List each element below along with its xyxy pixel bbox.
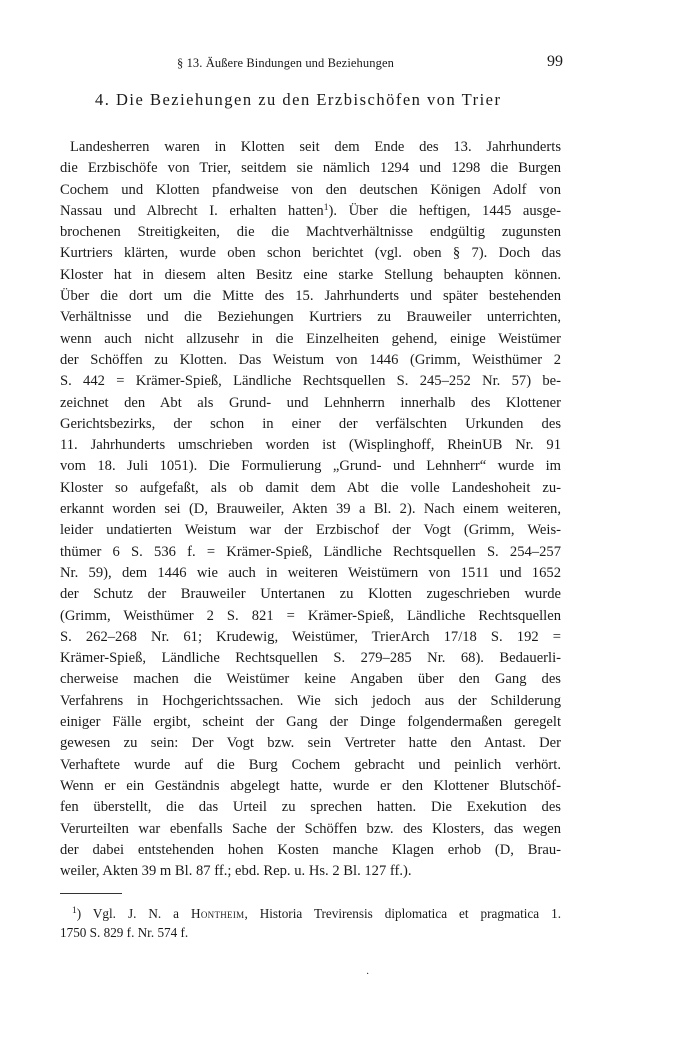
text-line: Nr. 59), dem 1446 wie auch in weiteren Weistümern von 1511 und 1652 (60, 564, 561, 581)
text-line: Verurteilten war ebenfalls Sache der Schöffen bzw. des Klosters, das wegen (60, 820, 561, 837)
footnote-rest: , Historia Trevirensis diplomatica et pragmatica 1. (244, 906, 561, 921)
text-line: S. 442 = Krämer-Spieß, Ländliche Rechtsquellen S. 245–252 Nr. 57) be- (60, 373, 561, 390)
page-number: 99 (547, 53, 563, 70)
text-line: Kloster hat in diesem alten Besitz eine starke Stellung behaupten können. (60, 266, 561, 283)
text-line: der Schutz der Brauweiler Untertanen zu Klotten zugeschrieben wurde (60, 586, 561, 603)
footnote-lead: ) Vgl. J. N. a (76, 906, 192, 921)
text-line-end: ). Über die heftigen, 1445 ausge- (328, 202, 561, 219)
text-line: S. 262–268 Nr. 61; Krudewig, Weistümer, TrierArch 17/18 S. 192 = (60, 628, 561, 645)
footnote-divider (60, 893, 122, 894)
text-line: die Erzbischöfe von Trier, seitdem sie nämlich 1294 und 1298 die Burgen (60, 160, 561, 177)
text-line: fen überstellt, die das Urteil zu sprechen hatten. Die Exekution des (60, 799, 561, 816)
section-heading: 4. Die Beziehungen zu den Erzbischöfen von Trier (95, 90, 502, 109)
text-line: der Schöffen zu Klotten. Das Weistum von 1446 (Grimm, Weisthümer 2 (60, 351, 561, 368)
footnotes (60, 904, 561, 942)
page-mark: · (366, 969, 370, 980)
running-title: § 13. Äußere Bindungen und Beziehungen (177, 56, 394, 70)
text-line: brochenen Streitigkeiten, die die Machtverhältnisse endgültig zugunsten (60, 224, 561, 241)
footnote-reference: 1 (323, 202, 329, 213)
text-line: Gerichtsbezirks, der schon in einer der verfälschten Urkunden des (60, 415, 561, 432)
running-head (0, 53, 700, 76)
text-line: 11. Jahrhunderts umschrieben worden ist (Wisplinghoff, RheinUB Nr. 91 (60, 437, 561, 454)
footnote-line: 1750 S. 829 f. Nr. 574 f. (60, 925, 189, 940)
text-line: Verfahrens in Hochgerichtssachen. Wie sich jedoch aus der Schilderung (60, 692, 561, 709)
text-line: cherweise machen die Weistümer keine Angaben über den Gang des (60, 671, 561, 688)
text-line: Wenn er ein Geständnis abgelegt hatte, wurde er den Klottener Blutschöf- (60, 777, 561, 794)
text-line: gewesen zu sein: Der Vogt bzw. sein Vertreter hatte den Antast. Der (60, 735, 561, 752)
text-line: Landesherren waren in Klotten seit dem Ende des 13. Jahrhunderts (70, 139, 561, 155)
text-line: Kloster so aufgefaßt, als ob damit dem Abt die volle Landeshoheit zu- (60, 479, 561, 496)
text-line: Verhältnisse und die Beziehungen Kurtriers zu Brauweiler unterrichten, (60, 309, 561, 326)
text-line: Cochem und Klotten pfandweise von den deutschen Königen Adolf von (60, 181, 561, 198)
text-line: Über die dort um die Mitte des 15. Jahrhunderts und später bestehenden (60, 288, 561, 305)
text-line: vom 18. Juli 1051). Die Formulierung „Grund- und Lehnherr“ wurde im (60, 458, 561, 475)
text-line: thümer 6 S. 536 f. = Krämer-Spieß, Ländliche Rechtsquellen S. 254–257 (60, 543, 561, 560)
body-paragraph (60, 137, 561, 882)
text-line: zeichnet den Abt als Grund- und Lehnherrn innerhalb des Klottener (60, 394, 561, 411)
text-line: Kurtriers klärten, wurde oben schon berichtet (vgl. oben § 7). Doch das (60, 245, 561, 262)
text-line: Krämer-Spieß, Ländliche Rechtsquellen S. 279–285 Nr. 68). Bedauerli- (60, 650, 561, 667)
text-line: Verhaftete wurde auf die Burg Cochem gebracht und peinlich verhört. (60, 756, 561, 773)
text-line: der dabei entstehenden hohen Kosten manche Klagen erhob (D, Brau- (60, 841, 561, 858)
text-line: wenn auch nicht allzusehr in die Einzelheiten gehend, einige Weistümer (60, 330, 561, 347)
text-line: erkannt worden sei (D, Brauweiler, Akten 39 a Bl. 2). Nach einem weiteren, (60, 501, 561, 518)
text-line: leider undatierten Weistum war der Erzbischof der Vogt (Grimm, Weis- (60, 522, 561, 539)
text-line-start: Nassau und Albrecht I. erhalten hatten (60, 202, 324, 219)
footnote-marker: 1 (72, 906, 77, 916)
text-line: einiger Fälle ergibt, scheint der Gang der Dinge folgendermaßen geregelt (60, 714, 561, 731)
text-line: (Grimm, Weisthümer 2 S. 821 = Krämer-Spieß, Ländliche Rechtsquellen (60, 607, 561, 624)
text-line: weiler, Akten 39 m Bl. 87 ff.; ebd. Rep. u. Hs. 2 Bl. 127 ff.). (60, 863, 412, 880)
footnote-author: Hontheim (191, 906, 245, 921)
text-line (60, 201, 561, 222)
footnote-line (60, 904, 561, 923)
